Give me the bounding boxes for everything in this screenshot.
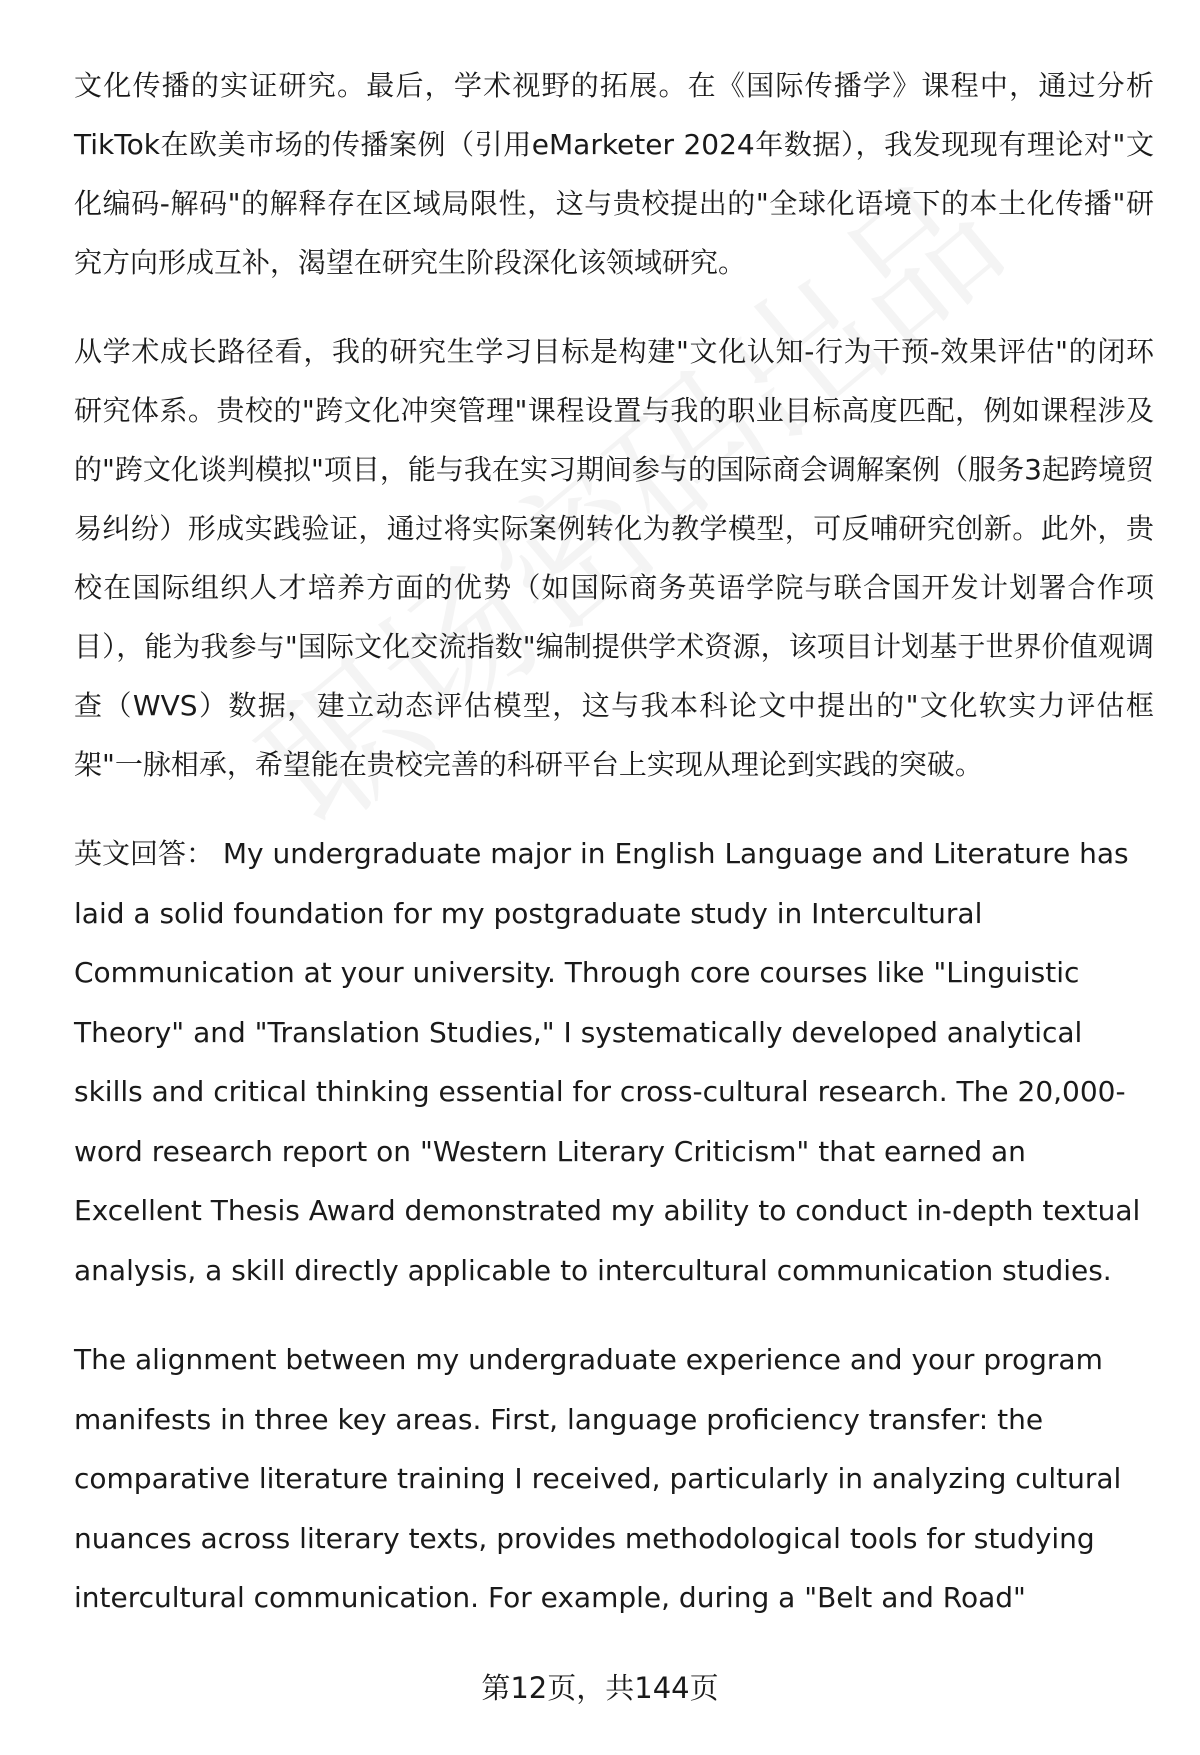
paragraph-2: 从学术成长路径看，我的研究生学习目标是构建"文化认知-行为干预-效果评估"的闭环研究体系。贵校的"跨文化冲突管理"课程设置与我的职业目标高度匹配，例如课程涉及的"跨文化谈判模拟"项目，能与我在实习期间参与的国际商会调解案例（服务3起跨境贸易纠纷）形成实践验证，通过将实际案例转化为教学模型，可反哺研究创新。此外，贵校在国际组织人才培养方面的优势（如国际商务英语学院与联合国开发计划署合作项目），能为我参与"国际文化交流指数"编制提供学术资源，该项目计划基于世界价值观调查（WVS）数据，建立动态评估模型，这与我本科论文中提出的"文化软实力评估框架"一脉相承，希望能在贵校完善的科研平台上实现从理论到实践的突破。 [74, 335, 1154, 781]
paragraph-4: The alignment between my undergraduate experience and your program manifests in three key areas. First, language proficiency transfer: the comparative literature training I received, particularly in analyzing cultural nuances across literary texts, provides methodological tools for studying intercultural communication. For example, during a "Belt and Road" [74, 1343, 1122, 1614]
page-number-footer: 第12页，共144页 [481, 1671, 719, 1705]
document-body [74, 56, 1154, 1658]
paragraph-3: 英文回答： My undergraduate major in English Language and Literature has laid a solid foundation for my postgraduate study in Intercultural Communication at your university. Through core courses like "Linguistic Theory" and "Translation Studies," I systematically developed analytical skills and critical thinking essential for cross-cultural research. The 20,000-word research report on "Western Literary Criticism" that earned an Excellent Thesis Award demonstrated my ability to conduct in-depth textual analysis, a skill directly applicable to intercultural communication studies. [74, 837, 1141, 1287]
paragraph-1: 文化传播的实证研究。最后，学术视野的拓展。在《国际传播学》课程中，通过分析TikTok在欧美市场的传播案例（引用eMarketer 2024年数据），我发现现有理论对"文化编码-解码"的解释存在区域局限性，这与贵校提出的"全球化语境下的本土化传播"研究方向形成互补，渴望在研究生阶段深化该领域研究。 [74, 69, 1154, 279]
